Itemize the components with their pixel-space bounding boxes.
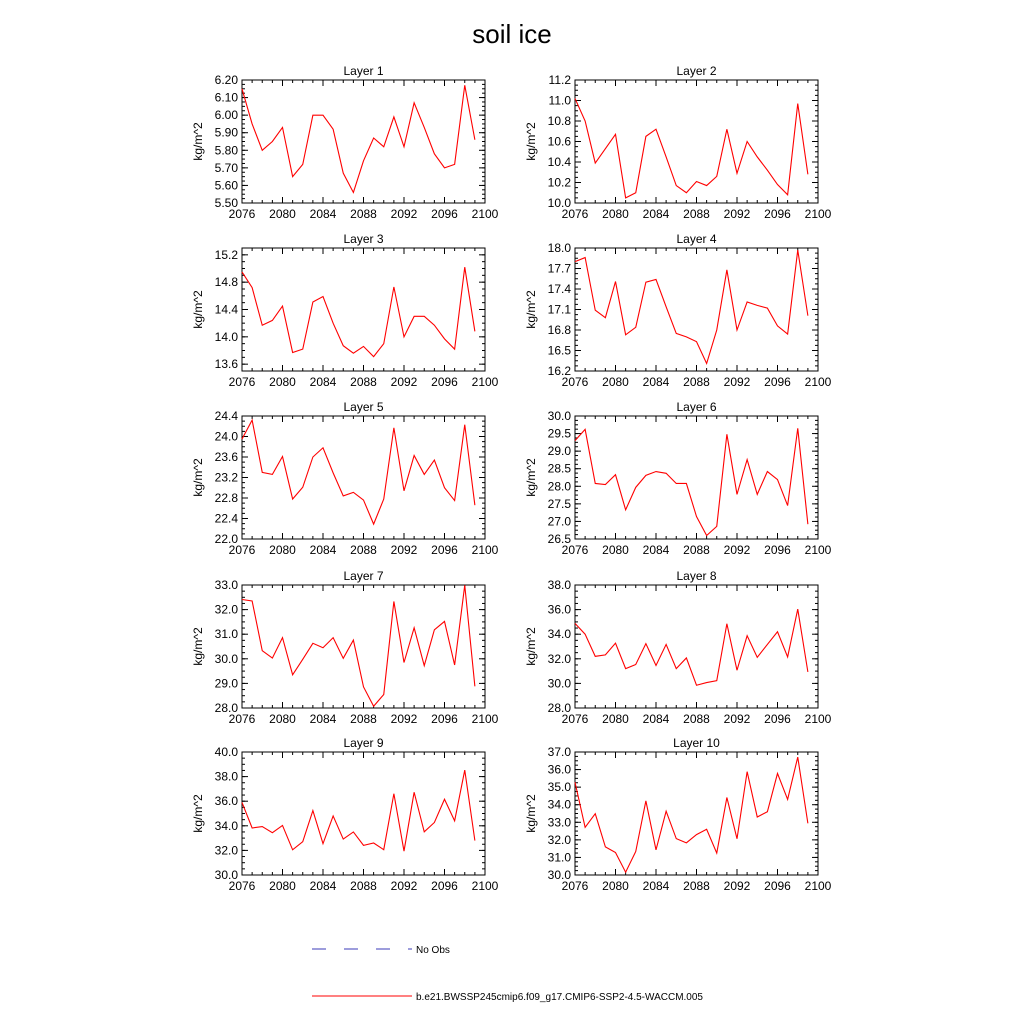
y-tick-label: 5.80 bbox=[214, 143, 238, 158]
y-tick-label: 17.7 bbox=[547, 261, 571, 276]
y-tick-label: 29.0 bbox=[214, 676, 238, 691]
y-tick-label: 28.0 bbox=[547, 479, 571, 494]
plot-frame bbox=[575, 585, 818, 708]
x-tick-label: 2076 bbox=[561, 543, 589, 557]
y-tick-label: 36.0 bbox=[547, 762, 571, 777]
panel-layer-2 bbox=[524, 64, 832, 221]
legend-entry-no-obs bbox=[312, 945, 450, 956]
y-tick-label: 37.0 bbox=[547, 745, 571, 759]
panel-layer-3 bbox=[191, 232, 499, 389]
x-tick-label: 2076 bbox=[228, 375, 256, 389]
x-tick-label: 2076 bbox=[561, 712, 589, 726]
x-tick-label: 2096 bbox=[431, 375, 458, 389]
y-tick-label: 35.0 bbox=[547, 780, 571, 795]
y-tick-label: 40.0 bbox=[214, 745, 238, 759]
y-tick-label: 22.8 bbox=[214, 491, 238, 505]
x-tick-label: 2092 bbox=[390, 712, 418, 726]
panel-title: Layer 2 bbox=[676, 64, 717, 78]
y-tick-label: 26.5 bbox=[547, 532, 571, 546]
x-tick-label: 2092 bbox=[723, 543, 751, 557]
x-tick-label: 2084 bbox=[642, 207, 670, 221]
x-tick-label: 2100 bbox=[471, 712, 499, 726]
y-tick-label: 16.5 bbox=[547, 343, 571, 358]
plot-frame bbox=[575, 80, 818, 203]
series-line bbox=[575, 757, 808, 872]
y-tick-label: 27.0 bbox=[547, 514, 571, 529]
y-axis-label: kg/m^2 bbox=[524, 122, 538, 161]
y-tick-label: 10.0 bbox=[547, 196, 571, 210]
y-axis-label: kg/m^2 bbox=[524, 794, 538, 833]
x-tick-label: 2096 bbox=[764, 712, 791, 726]
series-line bbox=[242, 770, 475, 851]
x-tick-label: 2080 bbox=[269, 207, 296, 221]
y-tick-label: 38.0 bbox=[547, 578, 571, 592]
plot-frame bbox=[242, 416, 485, 539]
y-tick-label: 5.70 bbox=[214, 160, 238, 175]
y-tick-label: 32.0 bbox=[547, 832, 571, 847]
plot-frame bbox=[575, 752, 818, 875]
x-tick-label: 2080 bbox=[602, 375, 629, 389]
x-tick-label: 2080 bbox=[602, 207, 629, 221]
y-tick-label: 14.0 bbox=[214, 329, 238, 344]
panel-layer-4 bbox=[524, 232, 832, 389]
y-tick-label: 5.50 bbox=[214, 196, 238, 210]
x-tick-label: 2100 bbox=[471, 543, 499, 557]
y-tick-label: 17.4 bbox=[547, 282, 571, 296]
y-tick-label: 34.0 bbox=[547, 627, 571, 642]
x-tick-label: 2088 bbox=[350, 375, 377, 389]
x-tick-label: 2088 bbox=[683, 207, 710, 221]
y-tick-label: 28.5 bbox=[547, 461, 571, 476]
panels bbox=[191, 64, 832, 893]
panel-layer-9 bbox=[191, 736, 499, 893]
x-tick-label: 2088 bbox=[683, 543, 710, 557]
x-tick-label: 2096 bbox=[431, 207, 458, 221]
y-tick-label: 23.2 bbox=[214, 470, 238, 485]
y-axis-label: kg/m^2 bbox=[191, 122, 205, 161]
x-tick-label: 2096 bbox=[431, 543, 458, 557]
x-tick-label: 2080 bbox=[269, 543, 296, 557]
y-tick-label: 16.2 bbox=[547, 364, 571, 378]
y-tick-label: 10.2 bbox=[547, 175, 571, 190]
x-tick-label: 2092 bbox=[723, 375, 751, 389]
y-tick-label: 14.8 bbox=[214, 275, 238, 290]
x-tick-label: 2076 bbox=[228, 543, 256, 557]
panel-title: Layer 7 bbox=[343, 569, 384, 583]
panel-layer-5 bbox=[191, 400, 499, 557]
y-tick-label: 28.0 bbox=[214, 701, 238, 715]
y-tick-label: 34.0 bbox=[547, 797, 571, 812]
y-tick-label: 11.0 bbox=[548, 93, 571, 108]
series-line bbox=[242, 585, 475, 706]
y-tick-label: 30.0 bbox=[547, 868, 571, 882]
x-tick-label: 2100 bbox=[804, 375, 832, 389]
x-tick-label: 2100 bbox=[471, 207, 499, 221]
x-tick-label: 2080 bbox=[602, 712, 629, 726]
x-tick-label: 2100 bbox=[804, 543, 832, 557]
legend-label-no-obs: No Obs bbox=[416, 945, 450, 956]
y-tick-label: 24.4 bbox=[214, 409, 238, 423]
plot-frame bbox=[242, 80, 485, 203]
y-axis-label: kg/m^2 bbox=[191, 627, 205, 666]
y-axis-label: kg/m^2 bbox=[524, 627, 538, 666]
x-tick-label: 2096 bbox=[764, 543, 791, 557]
y-tick-label: 6.00 bbox=[214, 108, 238, 123]
y-tick-label: 34.0 bbox=[214, 818, 238, 833]
y-axis-label: kg/m^2 bbox=[191, 290, 205, 329]
y-tick-label: 22.0 bbox=[214, 532, 238, 546]
y-tick-label: 22.4 bbox=[214, 511, 238, 526]
plot-frame bbox=[242, 248, 485, 371]
x-tick-label: 2100 bbox=[471, 879, 499, 893]
x-tick-label: 2080 bbox=[269, 375, 296, 389]
y-tick-label: 17.1 bbox=[547, 302, 571, 317]
x-tick-label: 2100 bbox=[471, 375, 499, 389]
x-tick-label: 2084 bbox=[309, 712, 337, 726]
y-tick-label: 29.5 bbox=[547, 426, 571, 441]
x-tick-label: 2100 bbox=[804, 712, 832, 726]
x-tick-label: 2088 bbox=[350, 207, 377, 221]
x-tick-label: 2092 bbox=[390, 375, 418, 389]
y-tick-label: 5.90 bbox=[214, 125, 238, 140]
x-tick-label: 2080 bbox=[602, 543, 629, 557]
panel-title: Layer 6 bbox=[676, 400, 717, 414]
figure-title: soil ice bbox=[472, 19, 552, 49]
x-tick-label: 2092 bbox=[390, 543, 418, 557]
y-axis-label: kg/m^2 bbox=[191, 458, 205, 497]
x-tick-label: 2092 bbox=[390, 879, 418, 893]
panel-title: Layer 3 bbox=[343, 232, 384, 246]
y-tick-label: 24.0 bbox=[214, 429, 238, 444]
series-line bbox=[575, 428, 808, 535]
panel-title: Layer 5 bbox=[343, 400, 384, 414]
y-tick-label: 6.20 bbox=[214, 73, 238, 87]
legend bbox=[312, 945, 703, 1003]
y-tick-label: 32.0 bbox=[547, 651, 571, 666]
y-tick-label: 18.0 bbox=[547, 241, 571, 255]
y-tick-label: 32.0 bbox=[214, 843, 238, 858]
x-tick-label: 2092 bbox=[723, 879, 751, 893]
x-tick-label: 2076 bbox=[228, 712, 256, 726]
x-tick-label: 2092 bbox=[390, 207, 418, 221]
x-tick-label: 2080 bbox=[602, 879, 629, 893]
x-tick-label: 2092 bbox=[723, 712, 751, 726]
plot-frame bbox=[242, 752, 485, 875]
panel-title: Layer 4 bbox=[676, 232, 717, 246]
x-tick-label: 2084 bbox=[309, 375, 337, 389]
x-tick-label: 2076 bbox=[561, 879, 589, 893]
y-tick-label: 30.0 bbox=[547, 676, 571, 691]
y-axis-label: kg/m^2 bbox=[524, 458, 538, 497]
x-tick-label: 2100 bbox=[804, 879, 832, 893]
y-tick-label: 28.0 bbox=[547, 701, 571, 715]
y-tick-label: 10.6 bbox=[547, 134, 571, 149]
y-tick-label: 32.0 bbox=[214, 602, 238, 617]
panel-layer-10 bbox=[524, 736, 832, 893]
series-line bbox=[242, 85, 475, 192]
x-tick-label: 2084 bbox=[309, 207, 337, 221]
y-tick-label: 6.10 bbox=[214, 90, 238, 105]
y-tick-label: 23.6 bbox=[214, 450, 238, 464]
y-tick-label: 33.0 bbox=[214, 578, 238, 592]
x-tick-label: 2076 bbox=[228, 207, 256, 221]
series-line bbox=[242, 420, 475, 524]
x-tick-label: 2084 bbox=[642, 879, 670, 893]
x-tick-label: 2084 bbox=[309, 879, 337, 893]
series-line bbox=[575, 98, 808, 197]
y-tick-label: 36.0 bbox=[214, 794, 238, 809]
y-tick-label: 10.8 bbox=[547, 114, 571, 128]
y-tick-label: 16.8 bbox=[547, 323, 571, 337]
x-tick-label: 2084 bbox=[642, 712, 670, 726]
panel-layer-1 bbox=[191, 64, 499, 221]
panel-title: Layer 8 bbox=[676, 569, 717, 583]
x-tick-label: 2096 bbox=[764, 375, 791, 389]
panel-layer-8 bbox=[524, 569, 832, 726]
panel-title: Layer 9 bbox=[343, 736, 384, 750]
y-tick-label: 27.5 bbox=[547, 496, 571, 511]
series-line bbox=[242, 267, 475, 357]
x-tick-label: 2076 bbox=[228, 879, 256, 893]
legend-label-model-run: b.e21.BWSSP245cmip6.f09_g17.CMIP6-SSP2-4.5-WACCM.005 bbox=[416, 992, 703, 1003]
x-tick-label: 2088 bbox=[350, 879, 377, 893]
x-tick-label: 2096 bbox=[431, 712, 458, 726]
x-tick-label: 2084 bbox=[642, 543, 670, 557]
x-tick-label: 2084 bbox=[309, 543, 337, 557]
x-tick-label: 2088 bbox=[683, 375, 710, 389]
y-tick-label: 15.2 bbox=[214, 247, 238, 262]
x-tick-label: 2100 bbox=[804, 207, 832, 221]
y-tick-label: 38.0 bbox=[214, 769, 238, 784]
series-line bbox=[575, 609, 808, 685]
y-tick-label: 11.2 bbox=[548, 73, 571, 87]
x-tick-label: 2096 bbox=[764, 207, 791, 221]
y-tick-label: 31.0 bbox=[547, 850, 571, 865]
x-tick-label: 2096 bbox=[764, 879, 791, 893]
x-tick-label: 2076 bbox=[561, 375, 589, 389]
y-tick-label: 14.4 bbox=[214, 302, 238, 317]
x-tick-label: 2096 bbox=[431, 879, 458, 893]
x-tick-label: 2080 bbox=[269, 879, 296, 893]
y-tick-label: 33.0 bbox=[547, 815, 571, 830]
y-tick-label: 31.0 bbox=[214, 627, 238, 642]
plot-frame bbox=[575, 248, 818, 371]
panel-title: Layer 10 bbox=[673, 736, 720, 750]
x-tick-label: 2088 bbox=[683, 712, 710, 726]
y-tick-label: 13.6 bbox=[214, 357, 238, 372]
series-line bbox=[575, 250, 808, 363]
plot-frame bbox=[575, 416, 818, 539]
panel-layer-6 bbox=[524, 400, 832, 557]
x-tick-label: 2084 bbox=[642, 375, 670, 389]
x-tick-label: 2092 bbox=[723, 207, 751, 221]
x-tick-label: 2080 bbox=[269, 712, 296, 726]
y-tick-label: 30.0 bbox=[214, 868, 238, 882]
x-tick-label: 2076 bbox=[561, 207, 589, 221]
x-tick-label: 2088 bbox=[350, 543, 377, 557]
y-axis-label: kg/m^2 bbox=[191, 794, 205, 833]
panel-title: Layer 1 bbox=[343, 64, 384, 78]
y-tick-label: 29.0 bbox=[547, 444, 571, 459]
y-axis-label: kg/m^2 bbox=[524, 290, 538, 329]
x-tick-label: 2088 bbox=[350, 712, 377, 726]
y-tick-label: 5.60 bbox=[214, 178, 238, 193]
y-tick-label: 30.0 bbox=[547, 409, 571, 423]
y-tick-label: 30.0 bbox=[214, 651, 238, 666]
legend-entry-model-run bbox=[312, 992, 703, 1003]
y-tick-label: 36.0 bbox=[547, 602, 571, 617]
y-tick-label: 10.4 bbox=[547, 155, 571, 169]
x-tick-label: 2088 bbox=[683, 879, 710, 893]
panel-layer-7 bbox=[191, 569, 499, 726]
